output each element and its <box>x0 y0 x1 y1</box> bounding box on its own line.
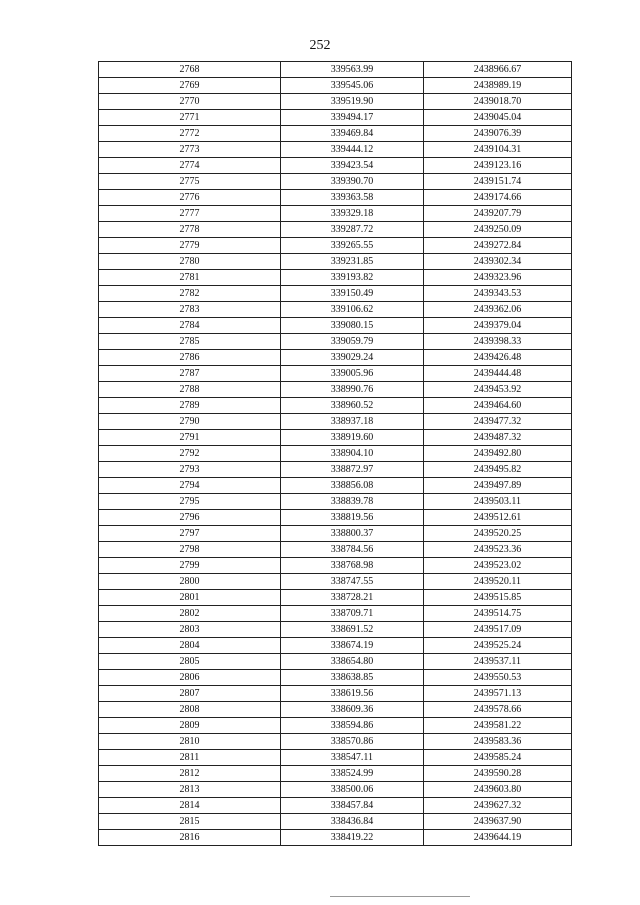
y-coordinate-cell: 2439571.13 <box>424 686 572 702</box>
x-coordinate-cell: 339469.84 <box>281 126 424 142</box>
x-coordinate-cell: 339231.85 <box>281 254 424 270</box>
y-coordinate-cell: 2439627.32 <box>424 798 572 814</box>
y-coordinate-cell: 2439517.09 <box>424 622 572 638</box>
y-coordinate-cell: 2439581.22 <box>424 718 572 734</box>
point-number-cell: 2790 <box>99 414 281 430</box>
table-row <box>99 558 572 574</box>
point-number-cell: 2787 <box>99 366 281 382</box>
point-number-cell: 2811 <box>99 750 281 766</box>
y-coordinate-cell: 2439523.36 <box>424 542 572 558</box>
point-number-cell: 2797 <box>99 526 281 542</box>
table-row <box>99 414 572 430</box>
y-coordinate-cell: 2439018.70 <box>424 94 572 110</box>
x-coordinate-cell: 338990.76 <box>281 382 424 398</box>
x-coordinate-cell: 338609.36 <box>281 702 424 718</box>
point-number-cell: 2770 <box>99 94 281 110</box>
x-coordinate-cell: 338638.85 <box>281 670 424 686</box>
y-coordinate-cell: 2439590.28 <box>424 766 572 782</box>
table-row <box>99 478 572 494</box>
table-row <box>99 126 572 142</box>
table-row <box>99 350 572 366</box>
x-coordinate-cell: 338436.84 <box>281 814 424 830</box>
y-coordinate-cell: 2439520.11 <box>424 574 572 590</box>
x-coordinate-cell: 339150.49 <box>281 286 424 302</box>
x-coordinate-cell: 339390.70 <box>281 174 424 190</box>
table-row <box>99 494 572 510</box>
table-row <box>99 606 572 622</box>
y-coordinate-cell: 2439207.79 <box>424 206 572 222</box>
table-row <box>99 670 572 686</box>
table-row <box>99 158 572 174</box>
point-number-cell: 2772 <box>99 126 281 142</box>
y-coordinate-cell: 2439174.66 <box>424 190 572 206</box>
y-coordinate-cell: 2439644.19 <box>424 830 572 846</box>
point-number-cell: 2780 <box>99 254 281 270</box>
y-coordinate-cell: 2439123.16 <box>424 158 572 174</box>
table-row <box>99 286 572 302</box>
table-row <box>99 830 572 846</box>
table-row <box>99 590 572 606</box>
y-coordinate-cell: 2439250.09 <box>424 222 572 238</box>
point-number-cell: 2808 <box>99 702 281 718</box>
y-coordinate-cell: 2439477.32 <box>424 414 572 430</box>
table-row <box>99 718 572 734</box>
x-coordinate-cell: 339029.24 <box>281 350 424 366</box>
table-row <box>99 142 572 158</box>
y-coordinate-cell: 2439362.06 <box>424 302 572 318</box>
point-number-cell: 2809 <box>99 718 281 734</box>
x-coordinate-cell: 338872.97 <box>281 462 424 478</box>
x-coordinate-cell: 338768.98 <box>281 558 424 574</box>
y-coordinate-cell: 2439487.32 <box>424 430 572 446</box>
y-coordinate-cell: 2438989.19 <box>424 78 572 94</box>
point-number-cell: 2786 <box>99 350 281 366</box>
point-number-cell: 2779 <box>99 238 281 254</box>
point-number-cell: 2788 <box>99 382 281 398</box>
coordinate-table <box>98 61 572 846</box>
x-coordinate-cell: 338709.71 <box>281 606 424 622</box>
x-coordinate-cell: 338784.56 <box>281 542 424 558</box>
point-number-cell: 2813 <box>99 782 281 798</box>
y-coordinate-cell: 2439453.92 <box>424 382 572 398</box>
table-row <box>99 574 572 590</box>
table-row <box>99 254 572 270</box>
footer-rule <box>330 896 470 897</box>
y-coordinate-cell: 2439583.36 <box>424 734 572 750</box>
y-coordinate-cell: 2439343.53 <box>424 286 572 302</box>
point-number-cell: 2785 <box>99 334 281 350</box>
point-number-cell: 2775 <box>99 174 281 190</box>
x-coordinate-cell: 338747.55 <box>281 574 424 590</box>
table-row <box>99 270 572 286</box>
x-coordinate-cell: 338960.52 <box>281 398 424 414</box>
y-coordinate-cell: 2439514.75 <box>424 606 572 622</box>
y-coordinate-cell: 2439503.11 <box>424 494 572 510</box>
x-coordinate-cell: 338691.52 <box>281 622 424 638</box>
x-coordinate-cell: 339363.58 <box>281 190 424 206</box>
table-row <box>99 814 572 830</box>
table-row <box>99 222 572 238</box>
table-row <box>99 526 572 542</box>
y-coordinate-cell: 2439550.53 <box>424 670 572 686</box>
y-coordinate-cell: 2439076.39 <box>424 126 572 142</box>
y-coordinate-cell: 2439398.33 <box>424 334 572 350</box>
table-row <box>99 398 572 414</box>
point-number-cell: 2806 <box>99 670 281 686</box>
x-coordinate-cell: 339106.62 <box>281 302 424 318</box>
point-number-cell: 2796 <box>99 510 281 526</box>
table-row <box>99 190 572 206</box>
x-coordinate-cell: 339193.82 <box>281 270 424 286</box>
x-coordinate-cell: 339329.18 <box>281 206 424 222</box>
y-coordinate-cell: 2439537.11 <box>424 654 572 670</box>
point-number-cell: 2771 <box>99 110 281 126</box>
x-coordinate-cell: 338904.10 <box>281 446 424 462</box>
table-row <box>99 638 572 654</box>
point-number-cell: 2782 <box>99 286 281 302</box>
point-number-cell: 2795 <box>99 494 281 510</box>
x-coordinate-cell: 338728.21 <box>281 590 424 606</box>
x-coordinate-cell: 338524.99 <box>281 766 424 782</box>
x-coordinate-cell: 338919.60 <box>281 430 424 446</box>
point-number-cell: 2776 <box>99 190 281 206</box>
point-number-cell: 2812 <box>99 766 281 782</box>
x-coordinate-cell: 338457.84 <box>281 798 424 814</box>
point-number-cell: 2798 <box>99 542 281 558</box>
table-row <box>99 798 572 814</box>
table-row <box>99 174 572 190</box>
table-row <box>99 622 572 638</box>
y-coordinate-cell: 2439426.48 <box>424 350 572 366</box>
y-coordinate-cell: 2439492.80 <box>424 446 572 462</box>
point-number-cell: 2792 <box>99 446 281 462</box>
x-coordinate-cell: 338819.56 <box>281 510 424 526</box>
point-number-cell: 2814 <box>99 798 281 814</box>
x-coordinate-cell: 339444.12 <box>281 142 424 158</box>
point-number-cell: 2804 <box>99 638 281 654</box>
y-coordinate-cell: 2439512.61 <box>424 510 572 526</box>
y-coordinate-cell: 2439515.85 <box>424 590 572 606</box>
y-coordinate-cell: 2439379.04 <box>424 318 572 334</box>
y-coordinate-cell: 2439520.25 <box>424 526 572 542</box>
y-coordinate-cell: 2439497.89 <box>424 478 572 494</box>
point-number-cell: 2784 <box>99 318 281 334</box>
x-coordinate-cell: 339287.72 <box>281 222 424 238</box>
table-row <box>99 318 572 334</box>
x-coordinate-cell: 338800.37 <box>281 526 424 542</box>
x-coordinate-cell: 338839.78 <box>281 494 424 510</box>
x-coordinate-cell: 338594.86 <box>281 718 424 734</box>
x-coordinate-cell: 339494.17 <box>281 110 424 126</box>
point-number-cell: 2801 <box>99 590 281 606</box>
y-coordinate-cell: 2439525.24 <box>424 638 572 654</box>
point-number-cell: 2777 <box>99 206 281 222</box>
y-coordinate-cell: 2439603.80 <box>424 782 572 798</box>
table-row <box>99 686 572 702</box>
point-number-cell: 2799 <box>99 558 281 574</box>
point-number-cell: 2794 <box>99 478 281 494</box>
x-coordinate-cell: 338856.08 <box>281 478 424 494</box>
x-coordinate-cell: 338619.56 <box>281 686 424 702</box>
table-row <box>99 750 572 766</box>
point-number-cell: 2768 <box>99 62 281 78</box>
table-row <box>99 510 572 526</box>
point-number-cell: 2781 <box>99 270 281 286</box>
point-number-cell: 2773 <box>99 142 281 158</box>
y-coordinate-cell: 2439045.04 <box>424 110 572 126</box>
page-number: 252 <box>309 38 331 53</box>
y-coordinate-cell: 2438966.67 <box>424 62 572 78</box>
point-number-cell: 2769 <box>99 78 281 94</box>
x-coordinate-cell: 338654.80 <box>281 654 424 670</box>
table-row <box>99 78 572 94</box>
point-number-cell: 2802 <box>99 606 281 622</box>
y-coordinate-cell: 2439578.66 <box>424 702 572 718</box>
point-number-cell: 2774 <box>99 158 281 174</box>
point-number-cell: 2803 <box>99 622 281 638</box>
table-row <box>99 62 572 78</box>
point-number-cell: 2800 <box>99 574 281 590</box>
point-number-cell: 2789 <box>99 398 281 414</box>
x-coordinate-cell: 338500.06 <box>281 782 424 798</box>
table-row <box>99 94 572 110</box>
x-coordinate-cell: 338570.86 <box>281 734 424 750</box>
table-row <box>99 446 572 462</box>
y-coordinate-cell: 2439272.84 <box>424 238 572 254</box>
table-row <box>99 334 572 350</box>
point-number-cell: 2791 <box>99 430 281 446</box>
point-number-cell: 2816 <box>99 830 281 846</box>
point-number-cell: 2783 <box>99 302 281 318</box>
table-row <box>99 734 572 750</box>
y-coordinate-cell: 2439637.90 <box>424 814 572 830</box>
x-coordinate-cell: 339563.99 <box>281 62 424 78</box>
y-coordinate-cell: 2439323.96 <box>424 270 572 286</box>
x-coordinate-cell: 338419.22 <box>281 830 424 846</box>
y-coordinate-cell: 2439495.82 <box>424 462 572 478</box>
y-coordinate-cell: 2439151.74 <box>424 174 572 190</box>
y-coordinate-cell: 2439104.31 <box>424 142 572 158</box>
x-coordinate-cell: 339080.15 <box>281 318 424 334</box>
point-number-cell: 2778 <box>99 222 281 238</box>
point-number-cell: 2793 <box>99 462 281 478</box>
table-row <box>99 382 572 398</box>
table-row <box>99 366 572 382</box>
table-row <box>99 702 572 718</box>
table-row <box>99 110 572 126</box>
point-number-cell: 2810 <box>99 734 281 750</box>
x-coordinate-cell: 338674.19 <box>281 638 424 654</box>
y-coordinate-cell: 2439585.24 <box>424 750 572 766</box>
x-coordinate-cell: 339423.54 <box>281 158 424 174</box>
table-row <box>99 302 572 318</box>
x-coordinate-cell: 339059.79 <box>281 334 424 350</box>
table-row <box>99 766 572 782</box>
table-row <box>99 782 572 798</box>
table-row <box>99 238 572 254</box>
table-row <box>99 654 572 670</box>
x-coordinate-cell: 339519.90 <box>281 94 424 110</box>
table-row <box>99 542 572 558</box>
y-coordinate-cell: 2439302.34 <box>424 254 572 270</box>
point-number-cell: 2805 <box>99 654 281 670</box>
x-coordinate-cell: 339545.06 <box>281 78 424 94</box>
x-coordinate-cell: 339005.96 <box>281 366 424 382</box>
table-row <box>99 430 572 446</box>
point-number-cell: 2807 <box>99 686 281 702</box>
table-row <box>99 462 572 478</box>
point-number-cell: 2815 <box>99 814 281 830</box>
coordinate-table-body <box>99 62 572 846</box>
y-coordinate-cell: 2439444.48 <box>424 366 572 382</box>
y-coordinate-cell: 2439523.02 <box>424 558 572 574</box>
table-row <box>99 206 572 222</box>
x-coordinate-cell: 338937.18 <box>281 414 424 430</box>
x-coordinate-cell: 338547.11 <box>281 750 424 766</box>
x-coordinate-cell: 339265.55 <box>281 238 424 254</box>
y-coordinate-cell: 2439464.60 <box>424 398 572 414</box>
